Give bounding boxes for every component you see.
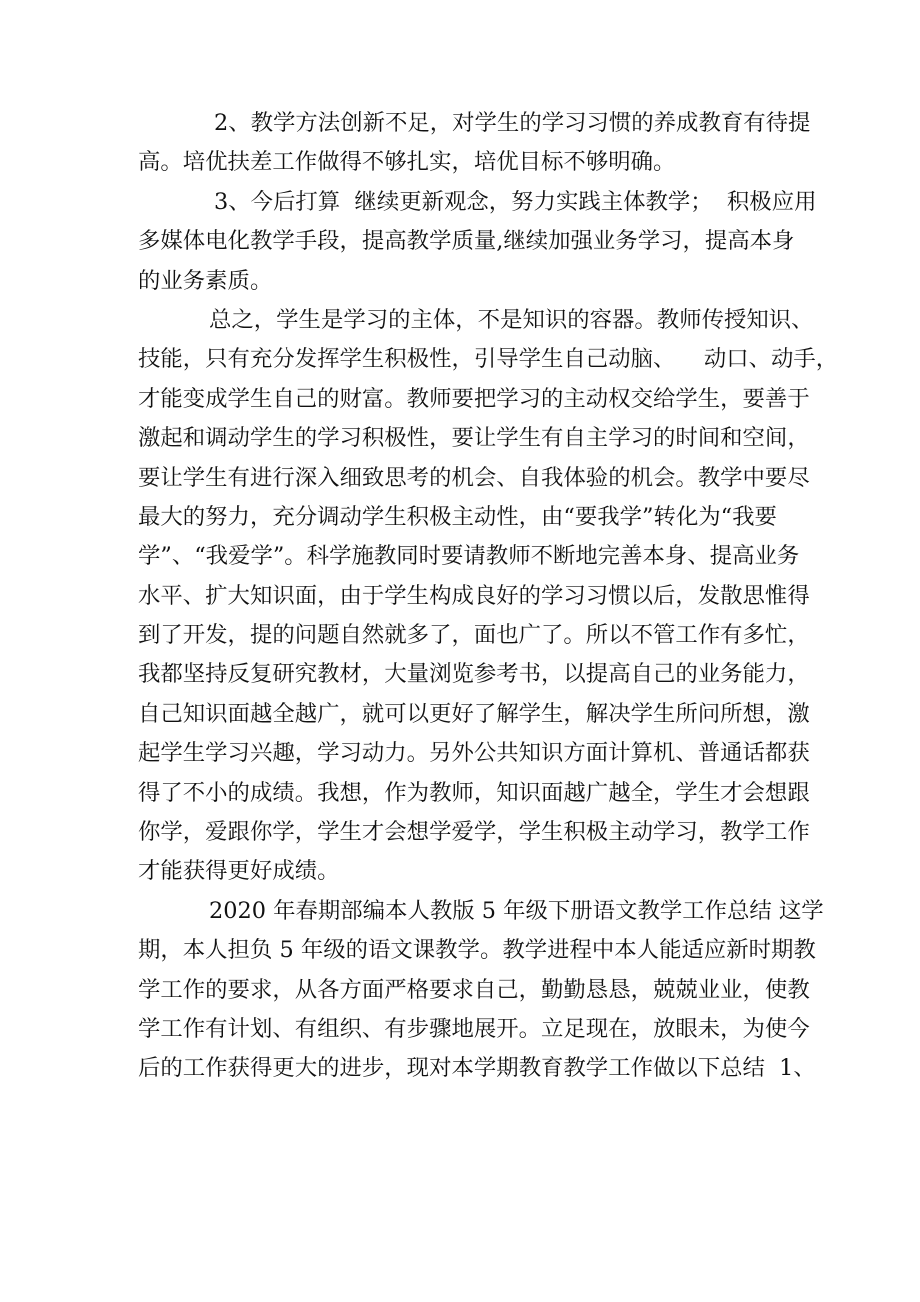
text-line: 起学生学习兴趣，学习动力。另外公共知识方面计算机、普通话都获 [138,740,810,767]
text-line: 才能变成学生自己的财富。教师要把学习的主动权交给学生，要善于 [138,385,810,412]
text-line: 水平、扩大知识面，由于学生构成良好的学习习惯以后，发散思惟得 [138,582,810,609]
text-line: 后的工作获得更大的进步，现对本学期教育教学工作做以下总结 1、 [138,1055,816,1082]
text-line: 高。培优扶差工作做得不够扎实，培优目标不够明确。 [138,149,676,176]
text-line: 学工作的要求，从各方面严格要求自己，勤勤恳恳，兢兢业业，使教 [138,976,810,1003]
text-line: 我都坚持反复研究教材，大量浏览参考书，以提高自己的业务能力， [138,661,810,688]
text-line: 多媒体电化教学手段，提高教学质量,继续加强业务学习，提高本身 [138,228,795,255]
paragraph-conclusion [138,301,839,892]
text-line: 总之，学生是学习的主体，不是知识的容器。教师传授知识、 [209,306,814,333]
text-line: 2020 年春期部编本人教版 5 年级下册语文教学工作总结 这学 [209,897,824,924]
paragraph-teaching-method-shortcomings [138,104,811,183]
text-line: 自己知识面越全越广，就可以更好了解学生，解决学生所问所想，激 [138,700,810,727]
text-line: 2、教学方法创新不足，对学生的学习习惯的养成教育有待提 [214,110,811,136]
text-line: 激起和调动学生的学习积极性，要让学生有自主学习的时间和空间， [138,425,810,452]
text-line: 技能，只有充分发挥学生积极性，引导学生自己动脑、 动口、动手， [138,346,839,373]
text-line: 3、今后打算 继续更新观念，努力实践主体教学； 积极应用 [214,188,817,215]
text-line: 你学，爱跟你学，学生才会想学爱学，学生积极主动学习，教学工作 [138,819,810,846]
text-line: 期，本人担负 5 年级的语文课教学。教学进程中本人能适应新时期教 [138,937,816,964]
paragraph-semester-summary [138,892,824,1089]
document-body [138,104,839,1089]
text-line: 才能获得更好成绩。 [138,858,340,885]
text-line: 学”、“我爱学”。科学施教同时要请教师不断地完善本身、提高业务 [138,543,800,570]
text-line: 得了不小的成绩。我想，作为教师，知识面越广越全，学生才会想跟 [138,779,810,806]
text-line: 最大的努力，充分调动学生积极主动性，由“要我学”转化为“我要 [138,503,777,530]
text-line: 到了开发，提的问题自然就多了，面也广了。所以不管工作有多忙， [138,622,810,649]
text-line: 要让学生有进行深入细致思考的机会、自我体验的机会。教学中要尽 [138,464,810,491]
text-line: 学工作有计划、有组织、有步骤地展开。立足现在，放眼未，为使今 [138,1015,810,1042]
text-line: 的业务素质。 [138,267,273,294]
paragraph-future-plans [138,183,817,301]
